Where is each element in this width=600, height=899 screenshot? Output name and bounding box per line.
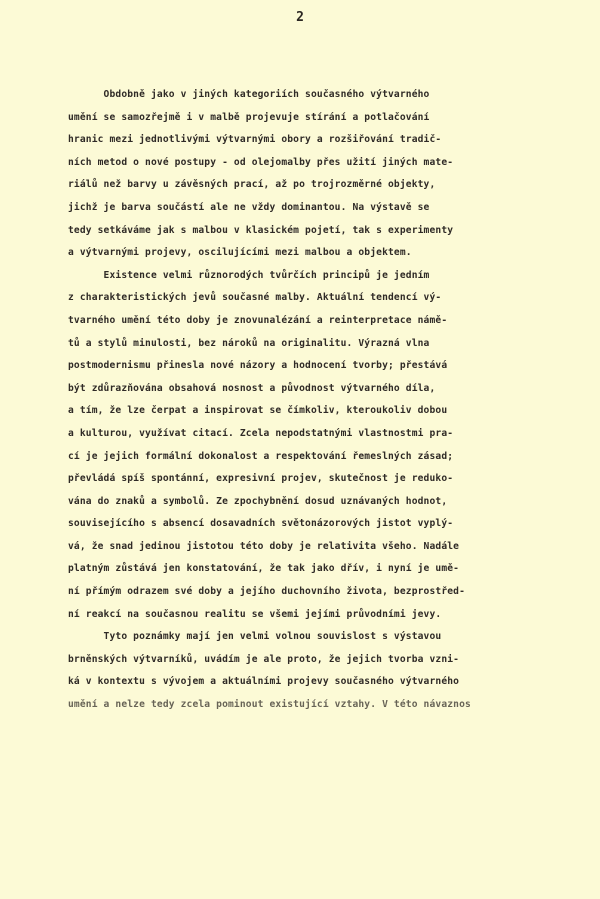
text-line: z charakteristických jevů současné malby. Aktuální tendencí vý- [68, 292, 442, 304]
text-line: ká v kontextu s vývojem a aktuálními projevy současného výtvarného [68, 676, 460, 688]
text-line: postmodernismu přinesla nové názory a hodnocení tvorby; přestává [68, 360, 448, 372]
text-line: platným zůstává jen konstatování, že tak jako dřív, i nyní je umě- [68, 563, 460, 575]
text-line: umění se samozřejmě i v malbě projevuje stírání a potlačování [68, 111, 430, 123]
text-line: tů a stylů minulosti, bez nároků na originalitu. Výrazná vlna [68, 337, 430, 349]
text-line: vána do znaků a symbolů. Ze zpochybnění dosud uznávaných hodnot, [68, 495, 448, 507]
text-line: Existence velmi různorodých tvůrčích principů je jedním [68, 269, 430, 281]
text-line: být zdůrazňována obsahová nosnost a původnost výtvarného díla, [68, 382, 436, 394]
text-line: hranic mezi jednotlivými výtvarnými obory a rozšiřování tradič- [68, 134, 442, 146]
text-line: Tyto poznámky mají jen velmi volnou souvislost s výstavou [68, 631, 442, 643]
text-line: umění a nelze tedy zcela pominout existující vztahy. V této návaznos [68, 699, 471, 711]
text-line: a kulturou, využívat citací. Zcela nepodstatnými vlastnostmi pra- [68, 427, 454, 439]
text-line: a výtvarnými projevy, oscilujícími mezi malbou a objektem. [68, 247, 412, 259]
text-line: souvisejícího s absencí dosavadních světonázorových jistot vyplý- [68, 518, 454, 530]
text-line: tvarného umění této doby je znovunalézání a reinterpretace námě- [68, 314, 448, 326]
text-line: tedy setkáváme jak s malbou v klasickém pojetí, tak s experimenty [68, 224, 454, 236]
text-line: jichž je barva součástí ale ne vždy dominantou. Na výstavě se [68, 201, 430, 213]
text-line: riálů než barvy u závěsných prací, až po trojrozměrné objekty, [68, 179, 436, 191]
text-line: cí je jejich formální dokonalost a respektování řemeslných zásad; [68, 450, 454, 462]
text-line: brněnských výtvarníků, uvádím je ale proto, že jejich tvorba vzni- [68, 653, 460, 665]
page-number: 2 [296, 10, 304, 25]
text-line: převládá spíš spontánní, expresivní projev, skutečnost je reduko- [68, 473, 454, 485]
text-line: ní reakcí na současnou realitu se všemi jejími průvodními jevy. [68, 608, 442, 620]
text-line: vá, že snad jedinou jistotou této doby je relativita všeho. Nadále [68, 540, 460, 552]
typewritten-text [68, 84, 600, 717]
text-line: ních metod o nové postupy - od olejomalby přes užití jiných mate- [68, 156, 454, 168]
text-line: ní přímým odrazem své doby a jejího duchovního života, bezprostřed- [68, 586, 466, 598]
text-line: Obdobně jako v jiných kategoriích současného výtvarného [68, 89, 430, 100]
text-line: a tím, že lze čerpat a inspirovat se čímkoliv, kteroukoliv dobou [68, 405, 448, 417]
